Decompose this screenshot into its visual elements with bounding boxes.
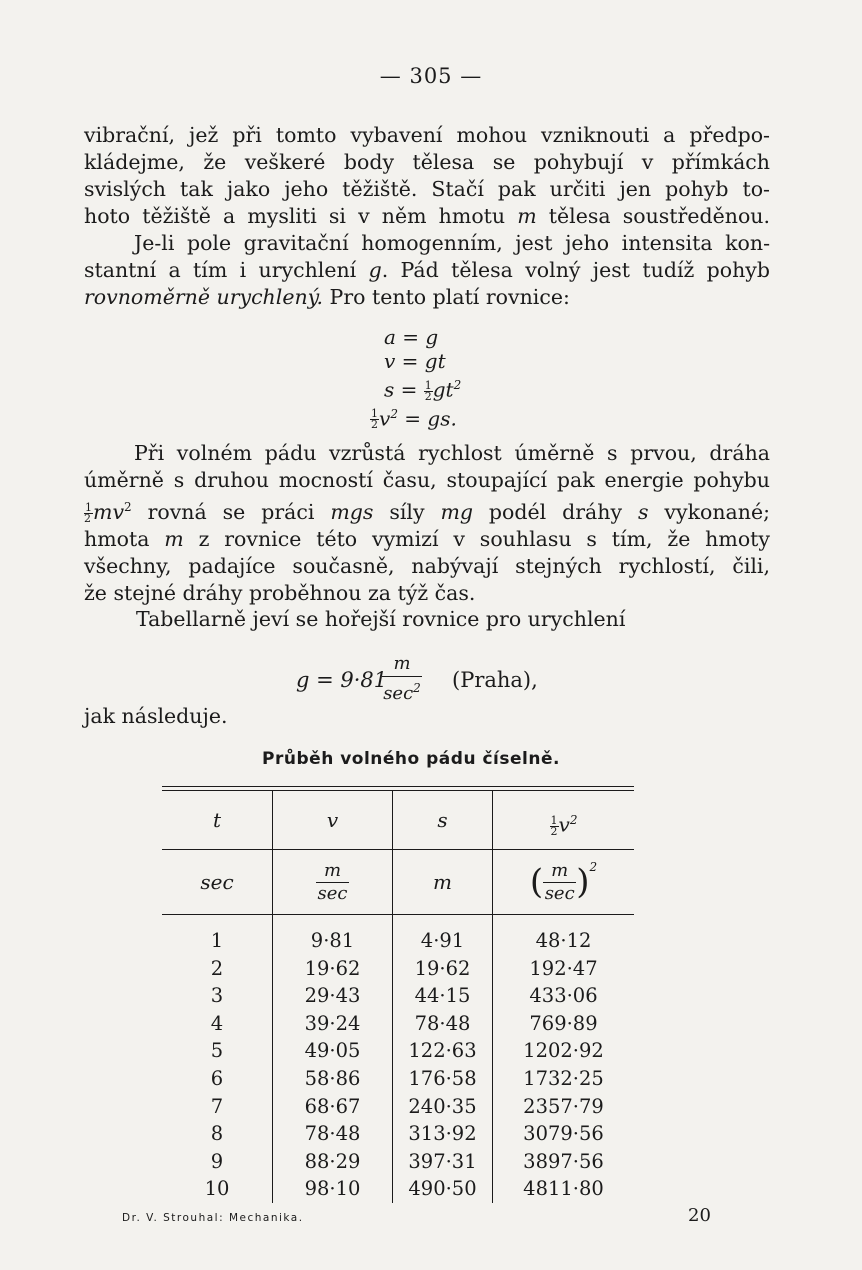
fraction-denominator: 2: [550, 824, 558, 838]
unit-fraction: [543, 860, 576, 905]
equation-rhs: gt: [432, 377, 454, 402]
text-line: že stejné dráhy proběhnou za týž čas.: [84, 580, 476, 605]
cell-t: 8: [210, 1122, 224, 1146]
cell-v: 88·29: [304, 1149, 361, 1173]
cell-t: 5: [210, 1039, 224, 1063]
cell-t: 4: [210, 1011, 224, 1035]
math-s: s: [637, 499, 649, 524]
text-fragment: Pro tento platí rovnice:: [323, 285, 570, 309]
header-v: v: [272, 791, 392, 849]
text-line: [84, 284, 770, 311]
text-line: kládejme, že veškeré body tělesa se pohybují v přímkách: [84, 150, 770, 174]
paren-right: ): [576, 862, 590, 902]
half-fraction: [550, 813, 559, 838]
cell-t: 6: [210, 1066, 224, 1090]
cell-t: 10: [204, 1177, 230, 1201]
text-fragment: síly: [373, 499, 441, 524]
page-number: — 305 —: [379, 64, 483, 88]
text-line: [84, 257, 770, 284]
fraction-numerator: 1: [85, 500, 92, 514]
unit-s: m: [392, 850, 492, 914]
text-line: všechny, padajíce současně, nabývají stejných rychlostí, čili,: [84, 553, 770, 578]
equation-v: v = gt: [384, 349, 446, 373]
cell-s: 44·15: [414, 984, 471, 1008]
cell-v: 39·24: [304, 1011, 361, 1035]
gravity-symbol: g: [368, 258, 382, 282]
cell-half-v2: 4811·80: [523, 1177, 604, 1201]
acceleration-lhs: g = 9·81: [296, 668, 388, 692]
math-mgs: mgs: [330, 499, 374, 524]
column-s: [392, 915, 492, 1203]
cell-t: 3: [210, 984, 224, 1008]
paragraph-free-fall: [84, 440, 770, 607]
equation-rhs: v: [379, 406, 391, 431]
cell-s: 313·92: [408, 1122, 477, 1146]
fraction-denominator: 2: [424, 389, 432, 403]
math-mg: mg: [440, 499, 474, 524]
cell-half-v2: 3079·56: [523, 1122, 604, 1146]
cell-s: 122·63: [408, 1039, 477, 1063]
column-v: [272, 915, 392, 1203]
unit-sec: sec: [383, 683, 414, 704]
cell-v: 29·43: [304, 984, 361, 1008]
cell-s: 176·58: [408, 1066, 477, 1090]
cell-half-v2: 48·12: [535, 929, 592, 952]
acceleration-equation: [296, 653, 596, 704]
header-s: s: [392, 791, 492, 849]
cell-s: 4·91: [420, 929, 465, 952]
fraction-denominator: sec: [544, 882, 575, 904]
unit-fraction: [382, 652, 422, 705]
text-line: jak následuje.: [84, 704, 228, 728]
fraction-numerator: m: [316, 860, 349, 883]
location-note: (Praha),: [452, 668, 538, 692]
equation-a: a = g: [384, 325, 439, 349]
paren-left: (: [529, 862, 544, 902]
mass-symbol: m: [517, 204, 537, 228]
text-line: [84, 203, 770, 230]
text-fragment: z rovnice této vymizí v souhlasu s tím, že hmoty: [183, 526, 770, 551]
column-half-v2: [492, 915, 634, 1203]
cell-half-v2: 769·89: [529, 1011, 598, 1035]
fraction-numerator: m: [543, 860, 576, 883]
cell-v: 58·86: [304, 1066, 361, 1090]
equation-tail: = gs.: [397, 406, 457, 431]
cell-v: 49·05: [304, 1039, 361, 1063]
header-half-v2: [492, 791, 634, 849]
text-line: Při volném pádu vzrůstá rychlost úměrně s prvou, dráha: [134, 441, 770, 465]
text-fragment: tělesa soustředěnou.: [536, 204, 771, 228]
text-line: vibrační, jež při tomto vybavení mohou vzniknouti a předpo-: [84, 123, 770, 147]
cell-s: 490·50: [408, 1177, 477, 1201]
emphasis-text: rovnoměrně urychlený.: [84, 285, 324, 309]
column-spacer: [273, 915, 392, 927]
fraction-numerator: 1: [424, 378, 432, 392]
text-fragment: hmota: [84, 526, 165, 551]
header-t: t: [212, 808, 222, 832]
cell-t: 2: [210, 956, 224, 980]
fraction-numerator: 1: [371, 407, 378, 421]
text-line: úměrně s druhou mocností času, stoupající pak energie pohybu: [84, 468, 770, 492]
table-body: [162, 915, 634, 1203]
cell-half-v2: 1732·25: [523, 1066, 604, 1090]
paragraph-intro: [84, 122, 770, 311]
cell-half-v2: 192·47: [529, 956, 598, 980]
exponent: 2: [413, 681, 421, 695]
cell-t: 1: [210, 929, 224, 952]
table-header-symbols: [162, 791, 634, 849]
equation-block: [340, 325, 540, 430]
paragraph-table-intro: [136, 606, 776, 633]
text-line: svislých tak jako jeho těžiště. Stačí pak určiti jen pohyb to-: [84, 177, 770, 201]
text-fragment: hoto těžiště a mysliti si v něm hmotu: [84, 204, 518, 228]
exponent: 2: [390, 406, 398, 421]
text-fragment: . Pád tělesa volný jest tudíž pohyb: [381, 258, 770, 282]
cell-half-v2: 1202·92: [523, 1039, 604, 1063]
cell-v: 68·67: [304, 1094, 361, 1118]
text-fragment: rovná se práci: [131, 499, 331, 524]
text-line: Je-li pole gravitační homogenním, jest jeho intensita kon-: [134, 231, 770, 255]
exponent: 2: [589, 860, 598, 874]
exponent: 2: [453, 378, 462, 392]
text-fragment: vykonané;: [648, 499, 771, 524]
unit-half-v2: [492, 850, 634, 914]
cell-half-v2: 2357·79: [523, 1094, 604, 1118]
table-title: Průběh volného pádu číselně.: [262, 749, 560, 769]
fraction-denominator: [382, 677, 422, 705]
cell-half-v2: 433·06: [529, 984, 598, 1008]
column-spacer: [493, 915, 634, 927]
unit-fraction: [316, 860, 349, 905]
cell-v: 19·62: [304, 956, 361, 980]
half-fraction: [424, 378, 433, 403]
cell-half-v2: 3897·56: [523, 1149, 604, 1173]
cell-s: 397·31: [408, 1149, 477, 1173]
text-fragment: stantní a tím i urychlení: [84, 258, 369, 282]
exponent: 2: [124, 500, 132, 514]
exponent: 2: [569, 813, 578, 827]
header-symbol: v: [558, 812, 570, 837]
equation-s: [340, 373, 540, 402]
half-fraction: [370, 409, 379, 430]
fraction-denominator: sec: [317, 882, 348, 904]
footer-signature-mark: 20: [688, 1205, 711, 1226]
mass-symbol: m: [164, 526, 184, 551]
column-spacer: [393, 915, 492, 927]
math-mv: mv: [93, 499, 125, 524]
fraction-numerator: 1: [550, 813, 558, 827]
free-fall-table: [162, 786, 634, 1203]
cell-t: 7: [210, 1094, 224, 1118]
cell-s: 19·62: [414, 956, 471, 980]
text-fragment: podél dráhy: [473, 499, 638, 524]
half-fraction: [84, 500, 93, 525]
equation-lhs: s =: [384, 377, 424, 402]
fraction-denominator: 2: [371, 418, 378, 432]
fraction-numerator: m: [382, 652, 422, 677]
cell-s: 78·48: [414, 1011, 471, 1035]
cell-t: 9: [210, 1149, 224, 1173]
equation-energy: [340, 402, 540, 431]
unit-t: sec: [200, 870, 234, 894]
column-t: [162, 915, 272, 1203]
column-spacer: [162, 915, 272, 927]
cell-v: 98·10: [304, 1177, 361, 1201]
cell-v: 9·81: [310, 929, 355, 952]
unit-v: [272, 850, 392, 914]
text-line: Tabellarně jeví se hořejší rovnice pro urychlení: [136, 607, 626, 631]
fraction-denominator: 2: [84, 511, 91, 525]
text-line: [84, 526, 770, 553]
footer-author-title: Dr. V. Strouhal: Mechanika.: [122, 1212, 304, 1224]
text-line: [84, 494, 770, 526]
cell-v: 78·48: [304, 1122, 361, 1146]
table-header-units: [162, 850, 634, 914]
cell-s: 240·35: [408, 1094, 477, 1118]
